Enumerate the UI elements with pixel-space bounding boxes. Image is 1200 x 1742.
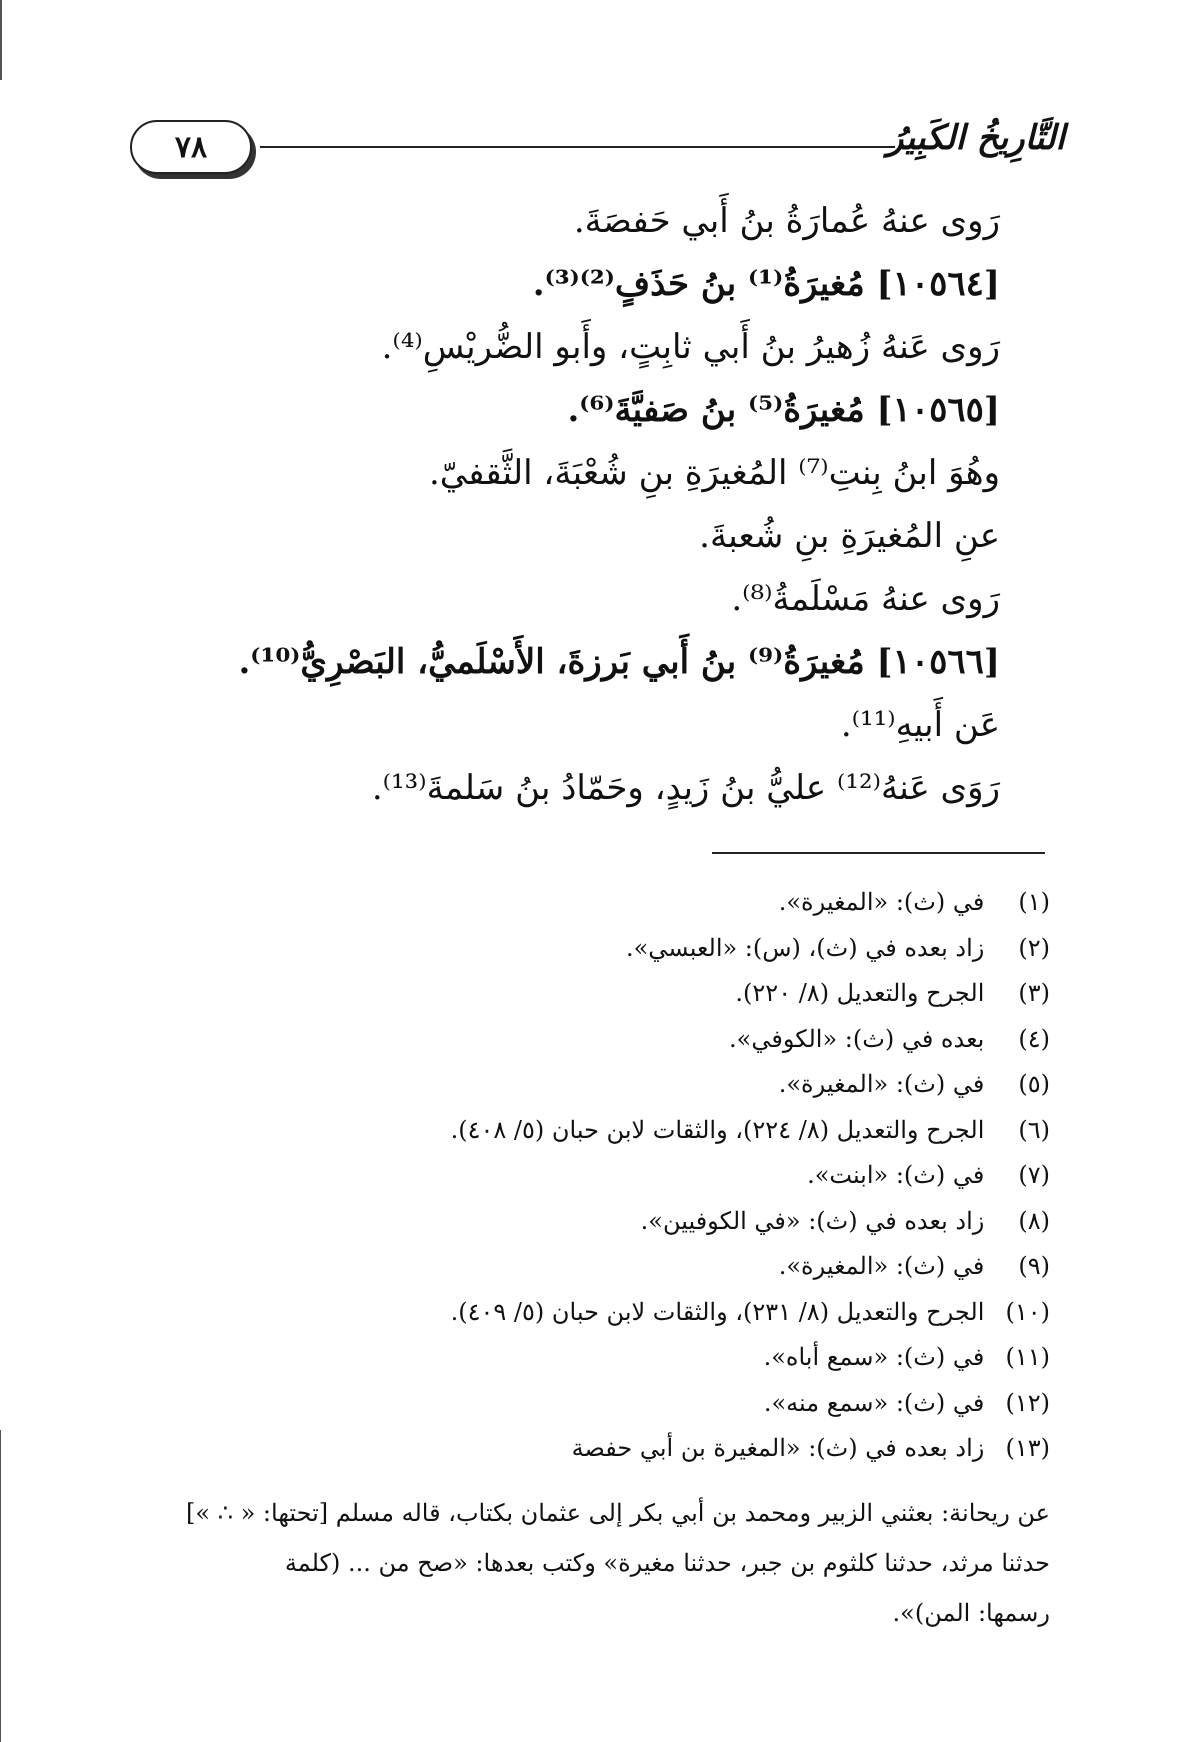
entry-heading: [١٠٥٦٥] مُغيرَةُ⁽⁵⁾ بنُ صَفيَّةَ⁽⁶⁾. [567, 390, 1000, 430]
footnote-number: (٨) [1018, 1206, 1050, 1235]
main-text [140, 190, 1000, 820]
footnote: (٤) بعده في (ث): «الكوفي». [130, 1017, 1050, 1063]
entry-number: [١٠٥٦٤] [876, 264, 1000, 304]
entry-number: [١٠٥٦٥] [876, 390, 1000, 430]
page-number-badge: ٧٨ [130, 120, 252, 174]
footnote: (٨) زاد بعده في (ث): «في الكوفيين». [130, 1199, 1050, 1245]
footnote-number: (٢) [1018, 933, 1050, 962]
text-line: عَن أَبيهِ⁽¹¹⁾. [840, 705, 1000, 745]
text-line: رَوَى عَنهُ⁽¹²⁾ عليُّ بنُ زَيدٍ، وحَمّادُ بنُ سَلمةَ⁽¹³⁾. [371, 768, 1000, 808]
text-line: وهُوَ ابنُ بِنتِ⁽⁷⁾ المُغيرَةِ بنِ شُعْبَةَ، الثَّقفيّ. [428, 453, 1000, 493]
footnote: (٧) في (ث): «ابنت». [130, 1153, 1050, 1199]
footnote: (٥) في (ث): «المغيرة». [130, 1062, 1050, 1108]
footnote: (١٢) في (ث): «سمع منه». [130, 1381, 1050, 1427]
page-header [130, 118, 1065, 188]
footnote-number: (١٠) [1005, 1297, 1050, 1326]
footnote-number: (٦) [1018, 1115, 1050, 1144]
footnote-continuation-line: حدثنا مرثد، حدثنا كلثوم بن جبر، حدثنا مغيرة» وكتب بعدها: «صح من ... (كلمة [284, 1549, 1050, 1577]
footnote-number: (٩) [1018, 1252, 1050, 1280]
book-title: التَّارِيخُ الكَبِيرُ [887, 118, 1065, 158]
footnote-number: (٥) [1018, 1070, 1050, 1098]
footnote-continuation [130, 1488, 1050, 1638]
entry-heading: [١٠٥٦٦] مُغيرَةُ⁽⁹⁾ بنُ أَبي بَرزةَ، الأَسْلَميُّ، البَصْرِيُّ⁽¹⁰⁾. [238, 642, 1000, 682]
text-line: رَوى عنهُ عُمارَةُ بنُ أَبي حَفصَةَ. [573, 201, 1000, 241]
footnote: (١٣) زاد بعده في (ث): «المغيرة بن أبي حفصة [130, 1426, 1050, 1472]
footnote: (٣) الجرح والتعديل (٨/ ٢٢٠). [130, 971, 1050, 1017]
footnote-number: (٣) [1018, 979, 1050, 1007]
header-rule [260, 146, 895, 148]
footnote: (٦) الجرح والتعديل (٨/ ٢٢٤)، والثقات لابن حبان (٥/ ٤٠٨). [130, 1108, 1050, 1154]
footnote-continuation-line: رسمها: المن)». [892, 1599, 1050, 1627]
footnote-number: (١١) [1005, 1343, 1050, 1371]
footnote: (١١) في (ث): «سمع أباه». [130, 1335, 1050, 1381]
text-line: رَوى عنهُ مَسْلَمةُ⁽⁸⁾. [731, 579, 1000, 619]
footnote-number: (٧) [1018, 1161, 1050, 1189]
footnote-number: (١) [1018, 888, 1050, 916]
text-line: عنِ المُغيرَةِ بنِ شُعبةَ. [699, 516, 1000, 556]
footnote-separator [712, 852, 1045, 854]
footnote: (١٠) الجرح والتعديل (٨/ ٢٣١)، والثقات لابن حبان (٥/ ٤٠٩). [130, 1290, 1050, 1336]
entry-number: [١٠٥٦٦] [876, 642, 1000, 682]
text-line: رَوى عَنهُ زُهيرُ بنُ أَبي ثابِتٍ، وأَبو الضُّريْسِ⁽⁴⁾. [381, 327, 1000, 367]
footnote-number: (١٣) [1005, 1434, 1050, 1462]
footnote-continuation-line: عن ريحانة: بعثني الزبير ومحمد بن أبي بكر إلى عثمان بكتاب، قاله مسلم [تحتها: « ∴ »] [186, 1499, 1050, 1527]
entry-heading: [١٠٥٦٤] مُغيرَةُ⁽¹⁾ بنُ حَذَفٍ⁽²⁾⁽³⁾. [532, 264, 1000, 304]
footnotes [130, 880, 1050, 1472]
footnote: (٢) زاد بعده في (ث)، (س): «العبسي». [130, 926, 1050, 972]
footnote: (٩) في (ث): «المغيرة». [130, 1244, 1050, 1290]
footnote-number: (١٢) [1005, 1388, 1050, 1417]
footnote-number: (٤) [1018, 1024, 1050, 1053]
footnote: (١) في (ث): «المغيرة». [130, 880, 1050, 926]
